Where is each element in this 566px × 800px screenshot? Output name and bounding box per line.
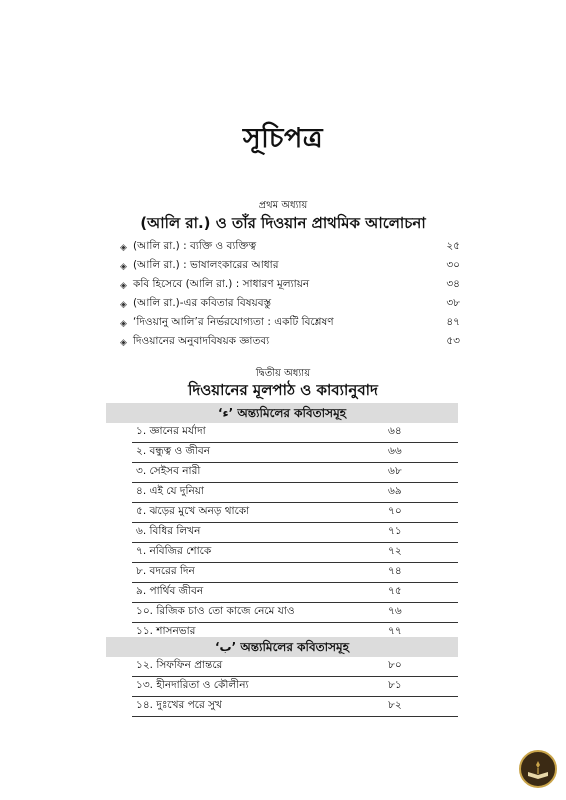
toc-entry-text: ১. জ্ঞানের মর্যাদা — [136, 425, 206, 437]
chapter1-label: প্রথম অধ্যায় — [258, 200, 308, 211]
rhyme-section-ba — [106, 637, 458, 717]
page-title: সূচিপত্র — [242, 123, 324, 154]
toc-entry-page: ৮০ — [388, 659, 402, 671]
toc-entry[interactable] — [120, 238, 460, 257]
toc-entry[interactable] — [132, 583, 458, 603]
section-heading: ‘ب’ অন্ত্যমিলের কবিতাসমূহ — [106, 637, 458, 657]
toc-entry[interactable] — [120, 276, 460, 295]
toc-entry-text: ৫. ঝড়ের মুখে অনড় থাকো — [136, 505, 250, 517]
toc-entry-page: ৩০ — [446, 259, 460, 271]
toc-entry-text: ৮. বদরের দিন — [136, 565, 195, 577]
toc-entry[interactable] — [120, 314, 460, 333]
toc-entry[interactable] — [132, 483, 458, 503]
diamond-bullet-icon: ◈ — [120, 242, 127, 253]
toc-entry-page: ৬৪ — [388, 425, 402, 437]
toc-entry-page: ৭৭ — [388, 625, 402, 637]
chapter2-title: দিওয়ানের মূলপাঠ ও কাব্যানুবাদ — [188, 381, 378, 399]
toc-entry-text: ৪. এই যে দুনিয়া — [136, 485, 204, 497]
toc-entry-page: ৬৮ — [388, 465, 402, 477]
toc-entry-text: (আলি রা.) : ব্যক্তি ও ব্যক্তিত্ব — [133, 240, 257, 252]
toc-entry[interactable] — [132, 503, 458, 523]
toc-entry-text: (আলি রা.)-এর কবিতার বিষয়বস্তু — [133, 297, 272, 309]
chapter1-toc — [120, 238, 460, 352]
diamond-bullet-icon: ◈ — [120, 299, 127, 310]
toc-entry-page: ৩৪ — [446, 278, 460, 290]
toc-entry-page: ৬৯ — [388, 485, 402, 497]
toc-entry[interactable] — [120, 333, 460, 352]
toc-entry-text: ৩. সেইসব নারী — [136, 465, 201, 477]
toc-entry-text: ‘দিওয়ানু আলি’র নির্ভরযোগ্যতা : একটি বিশ্লেষণ — [133, 316, 334, 328]
toc-entry[interactable] — [120, 257, 460, 276]
diamond-bullet-icon: ◈ — [120, 261, 127, 272]
toc-entry[interactable] — [132, 423, 458, 443]
chapter1-title: (আলি রা.) ও তাঁর দিওয়ান প্রাথমিক আলোচনা — [140, 214, 426, 232]
toc-entry[interactable] — [132, 603, 458, 623]
toc-entry-text: ৭. নবিজির শোকে — [136, 545, 212, 557]
toc-entry[interactable] — [132, 677, 458, 697]
toc-entry-text: দিওয়ানের অনুবাদবিষয়ক জ্ঞাতব্য — [133, 335, 270, 347]
toc-entry[interactable] — [132, 563, 458, 583]
toc-entry-text: ৬. বিধির লিখন — [136, 525, 201, 537]
toc-entry[interactable] — [132, 523, 458, 543]
toc-entry[interactable] — [132, 697, 458, 717]
publisher-book-logo-icon — [519, 750, 557, 788]
toc-entry-page: ৪৭ — [446, 316, 460, 328]
toc-entry[interactable] — [120, 295, 460, 314]
toc-entry-page: ৮২ — [388, 699, 402, 711]
rhyme-section-hamza — [106, 403, 458, 643]
toc-entry-text: কবি হিসেবে (আলি রা.) : সাধারণ মূল্যায়ন — [133, 278, 310, 290]
toc-entry-page: ৭০ — [388, 505, 402, 517]
diamond-bullet-icon: ◈ — [120, 337, 127, 348]
diamond-bullet-icon: ◈ — [120, 318, 127, 329]
toc-entry-page: ৭৫ — [388, 585, 402, 597]
toc-entry-page: ৭৪ — [388, 565, 402, 577]
chapter2-label: দ্বিতীয় অধ্যায় — [255, 368, 311, 379]
toc-entry-page: ৭২ — [388, 545, 402, 557]
toc-entry-text: ১৩. হীনদারিতা ও কৌলীন্য — [136, 679, 249, 691]
toc-entry-page: ৩৮ — [446, 297, 460, 309]
toc-entry-text: ৯. পার্থিব জীবন — [136, 585, 204, 597]
toc-entry[interactable] — [132, 657, 458, 677]
toc-entry-text: ১৪. দুঃখের পরে সুখ — [136, 699, 222, 711]
toc-entry-page: ৮১ — [388, 679, 402, 691]
toc-entry-page: ৫৩ — [446, 335, 460, 347]
toc-entry-page: ৭৬ — [388, 605, 402, 617]
section-heading: ‘ء’ অন্ত্যমিলের কবিতাসমূহ — [106, 403, 458, 423]
toc-entry-page: ৭১ — [388, 525, 402, 537]
diamond-bullet-icon: ◈ — [120, 280, 127, 291]
toc-entry[interactable] — [132, 463, 458, 483]
toc-entry[interactable] — [132, 443, 458, 463]
toc-entry-text: (আলি রা.) : ভাষালংকারের আধার — [133, 259, 279, 271]
toc-entry-page: ২৫ — [446, 240, 460, 252]
toc-entry-page: ৬৬ — [388, 445, 402, 457]
toc-entry-text: ১২. সিফফিন প্রান্তরে — [136, 659, 223, 671]
toc-entry[interactable] — [132, 543, 458, 563]
toc-entry-text: ২. বন্ধুত্ব ও জীবন — [136, 445, 211, 457]
toc-entry-text: ১০. রিজিক চাও তো কাজে নেমে যাও — [136, 605, 295, 617]
toc-entry-text: ১১. শাসনভার — [136, 625, 196, 637]
